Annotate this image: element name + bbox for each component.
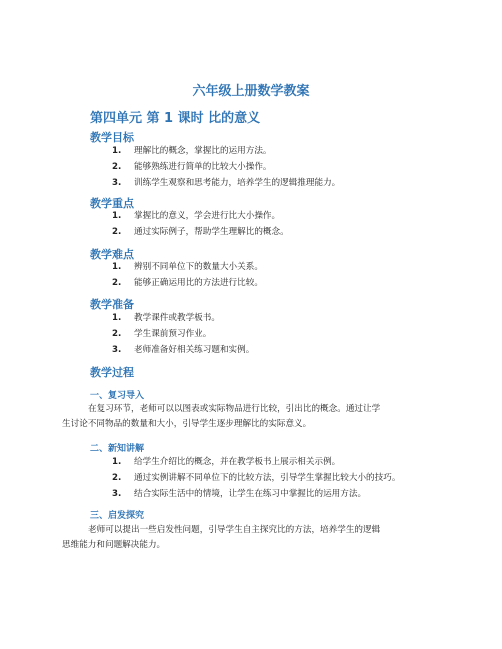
item-text: 辨别不同单位下的数量大小关系。 <box>134 262 263 272</box>
process-heading: 教学过程 <box>90 366 134 379</box>
item-text: 能够正确运用比的方法进行比较。 <box>134 278 263 288</box>
item-text: 掌握比的意义，学会进行比大小操作。 <box>134 211 281 221</box>
item-number: 2. <box>112 162 122 172</box>
review-heading: 一、复习导入 <box>90 391 145 401</box>
item-number: 1. <box>112 211 122 221</box>
item-number: 1. <box>112 146 122 156</box>
paragraph-line: 思维能力和问题解决能力。 <box>62 540 166 550</box>
item-number: 3. <box>112 489 122 499</box>
item-number: 2. <box>112 227 122 237</box>
review-paragraph <box>62 402 442 432</box>
preparation-heading: 教学准备 <box>90 298 134 311</box>
item-text: 理解比的概念，掌握比的运用方法。 <box>134 146 272 156</box>
document-title: 六年级上册数学教案 <box>192 84 310 99</box>
item-text: 结合实际生活中的情境，让学生在练习中掌握比的运用方法。 <box>134 489 367 499</box>
item-number: 3. <box>112 345 122 355</box>
item-number: 2. <box>112 329 122 339</box>
inquiry-heading: 三、启发探究 <box>90 511 145 521</box>
lesson-title: 第四单元 第 1 课时 比的意义 <box>90 111 261 126</box>
inquiry-paragraph <box>62 523 442 553</box>
item-number: 1. <box>112 262 122 272</box>
item-text: 能够熟练进行简单的比较大小操作。 <box>134 162 272 172</box>
item-number: 3. <box>112 178 122 188</box>
item-number: 2. <box>112 278 122 288</box>
item-text: 老师准备好相关练习题和实例。 <box>134 345 255 355</box>
paragraph-line: 老师可以提出一些启发性问题，引导学生自主探究比的方法，培养学生的逻辑 <box>88 525 381 535</box>
item-text: 教学课件或教学板书。 <box>134 313 220 323</box>
item-text: 学生课前预习作业。 <box>134 329 212 339</box>
item-text: 给学生介绍比的概念，并在教学板书上展示相关示例。 <box>134 457 341 467</box>
key-points-heading: 教学重点 <box>90 197 134 210</box>
difficulties-heading: 教学难点 <box>90 248 134 261</box>
item-text: 训练学生观察和思考能力，培养学生的逻辑推理能力。 <box>134 178 341 188</box>
paragraph-line: 生讨论不同物品的数量和大小，引导学生逐步理解比的实际意义。 <box>62 419 312 429</box>
new-knowledge-heading: 二、新知讲解 <box>90 444 145 454</box>
paragraph-line: 在复习环节，老师可以以图表或实际物品进行比较，引出比的概念。通过让学 <box>88 404 381 414</box>
item-number: 1. <box>112 457 122 467</box>
item-text: 通过实例讲解不同单位下的比较方法，引导学生掌握比较大小的技巧。 <box>134 473 401 483</box>
item-text: 通过实际例子，帮助学生理解比的概念。 <box>134 227 289 237</box>
item-number: 2. <box>112 473 122 483</box>
item-number: 1. <box>112 313 122 323</box>
goals-heading: 教学目标 <box>90 131 134 144</box>
